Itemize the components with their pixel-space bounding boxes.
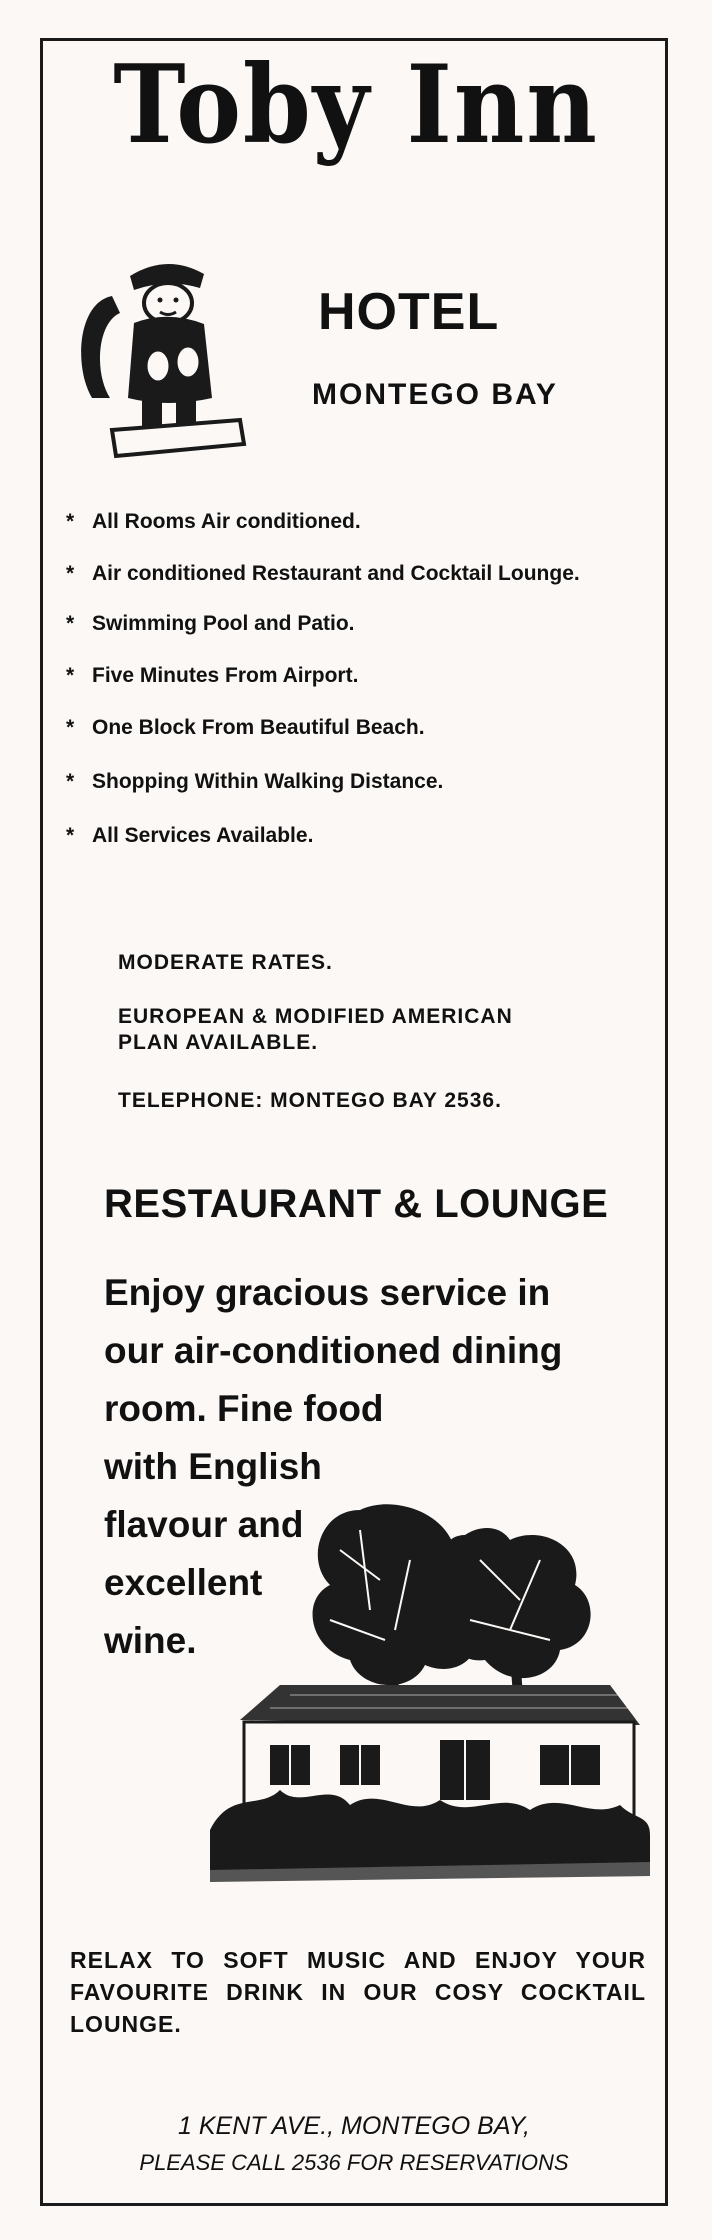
feature-item [66, 562, 580, 586]
description-line: our air-conditioned dining [104, 1330, 563, 1371]
bullet-star: * [66, 562, 75, 585]
feature-item [66, 664, 358, 688]
toby-jug-figure-icon [72, 248, 257, 463]
feature-item [66, 612, 355, 636]
description-line: with English [104, 1446, 322, 1487]
closing-text: RELAX TO SOFT MUSIC AND ENJOY YOUR FAVOURITE DRINK IN OUR COSY COCKTAIL LOUNGE. [70, 1947, 646, 2037]
feature-text: All Services Available. [92, 824, 314, 847]
bullet-star: * [66, 716, 75, 739]
reservation-line: PLEASE CALL 2536 FOR RESERVATIONS [139, 2150, 569, 2175]
rates-text: MODERATE RATES. [118, 951, 333, 974]
description-line: wine. [104, 1620, 197, 1661]
telephone-text: TELEPHONE: MONTEGO BAY 2536. [118, 1089, 502, 1112]
description-line: flavour and [104, 1504, 304, 1545]
bullet-star: * [66, 510, 75, 533]
inn-building-illustration [210, 1490, 650, 1900]
hotel-label: HOTEL [318, 283, 500, 341]
restaurant-heading: RESTAURANT & LOUNGE [104, 1182, 609, 1226]
feature-item [66, 770, 443, 794]
feature-text: Shopping Within Walking Distance. [92, 770, 444, 793]
feature-text: Air conditioned Restaurant and Cocktail Lounge. [92, 562, 580, 585]
bullet-star: * [66, 612, 75, 635]
location-label: MONTEGO BAY [312, 378, 558, 411]
feature-text: All Rooms Air conditioned. [92, 510, 361, 533]
description-line: excellent [104, 1562, 263, 1603]
plan-text-line1: EUROPEAN & MODIFIED AMERICAN [118, 1005, 513, 1028]
description-line: room. Fine food [104, 1388, 384, 1429]
feature-text: Swimming Pool and Patio. [92, 612, 355, 635]
plan-text-line2: PLAN AVAILABLE. [118, 1031, 319, 1054]
feature-text: One Block From Beautiful Beach. [92, 716, 425, 739]
address-line: 1 KENT AVE., MONTEGO BAY, [178, 2112, 530, 2140]
inn-title: Toby Inn [113, 42, 599, 168]
description-line: Enjoy gracious service in [104, 1272, 551, 1313]
bullet-star: * [66, 770, 75, 793]
feature-item [66, 510, 361, 534]
bullet-star: * [66, 824, 75, 847]
bullet-star: * [66, 664, 75, 687]
feature-item [66, 824, 313, 848]
feature-item [66, 716, 425, 740]
feature-text: Five Minutes From Airport. [92, 664, 359, 687]
